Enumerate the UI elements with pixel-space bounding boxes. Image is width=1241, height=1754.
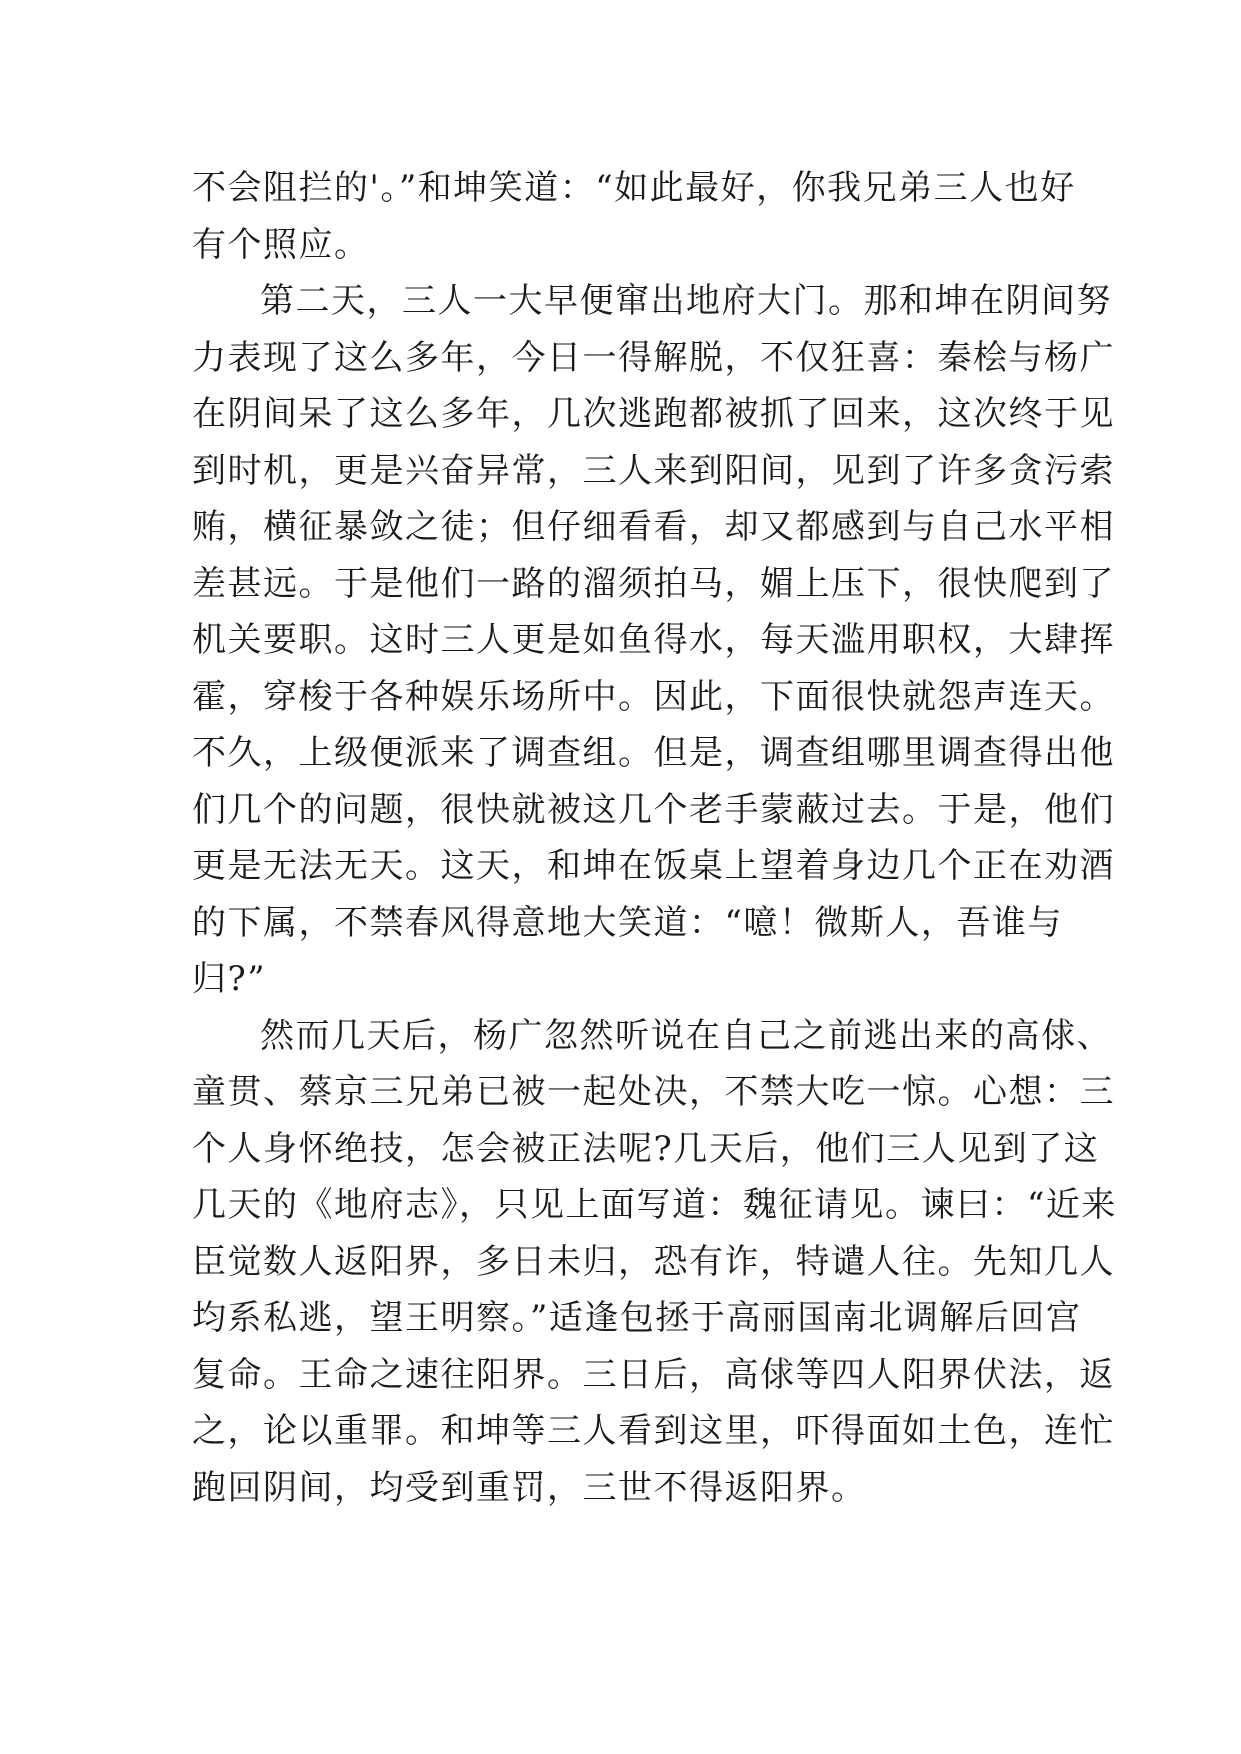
- paragraph-first-line: 然而几天后，杨广忽然听说在自己之前逃出来的高俅、: [260, 1015, 1112, 1056]
- text-line: 差甚远。于是他们一路的溜须拍马，媚上压下，很快爬到了: [192, 563, 1115, 604]
- text-line: 个人身怀绝技，怎会被正法呢?几天后，他们三人见到了这: [192, 1128, 1100, 1169]
- text-line: 更是无法无天。这天，和坤在饭桌上望着身边几个正在劝酒: [192, 846, 1115, 886]
- document-body: [192, 160, 1117, 1516]
- text-line: 跑回阴间，均受到重罚，三世不得返阳界。: [192, 1467, 867, 1508]
- text-line: 的下属，不禁春风得意地大笑道：“噫！微斯人，吾谁与: [192, 902, 1063, 943]
- text-line: 复命。王命之速往阳界。三日后，高俅等四人阳界伏法，返: [192, 1354, 1115, 1395]
- text-line: 不会阻拦的'。”和坤笑道：“如此最好，你我兄弟三人也好: [192, 168, 1076, 208]
- text-line: 贿，横征暴敛之徒；但仔细看看，却又都感到与自己水平相: [192, 507, 1115, 547]
- text-line: 之，论以重罪。和坤等三人看到这里，吓得面如土色，连忙: [192, 1411, 1115, 1451]
- text-line: 有个照应。: [192, 224, 370, 265]
- text-line: 在阴间呆了这么多年，几次逃跑都被抓了回来，这次终于见: [192, 394, 1115, 434]
- text-line: 均系私逃，望王明察。”适逢包拯于高丽国南北调解后回宫: [192, 1298, 1082, 1338]
- text-line: 归?”: [192, 959, 267, 999]
- text-line: 童贯、蔡京三兄弟已被一起处决，不禁大吃一惊。心想：三: [192, 1072, 1115, 1112]
- text-line: 机关要职。这时三人更是如鱼得水，每天滥用职权，大肆挥: [192, 620, 1115, 660]
- text-line: 霍，穿梭于各种娱乐场所中。因此，下面很快就怨声连天。: [192, 676, 1115, 717]
- text-line: 臣觉数人返阳界，多日未归，恐有诈，特谴人往。先知几人: [192, 1241, 1115, 1282]
- text-line: 们几个的问题，很快就被这几个老手蒙蔽过去。于是，他们: [192, 789, 1115, 830]
- paragraph-first-line: 第二天，三人一大早便窜出地府大门。那和坤在阴间努: [260, 281, 1112, 321]
- text-line: 几天的《地府志》，只见上面写道：魏征请见。谏曰：“近来: [192, 1185, 1117, 1225]
- text-line: 力表现了这么多年，今日一得解脱，不仅狂喜：秦桧与杨广: [192, 337, 1115, 378]
- text-line: 到时机，更是兴奋异常，三人来到阳间，见到了许多贪污索: [192, 450, 1115, 491]
- text-line: 不久，上级便派来了调查组。但是，调查组哪里调查得出他: [192, 733, 1115, 773]
